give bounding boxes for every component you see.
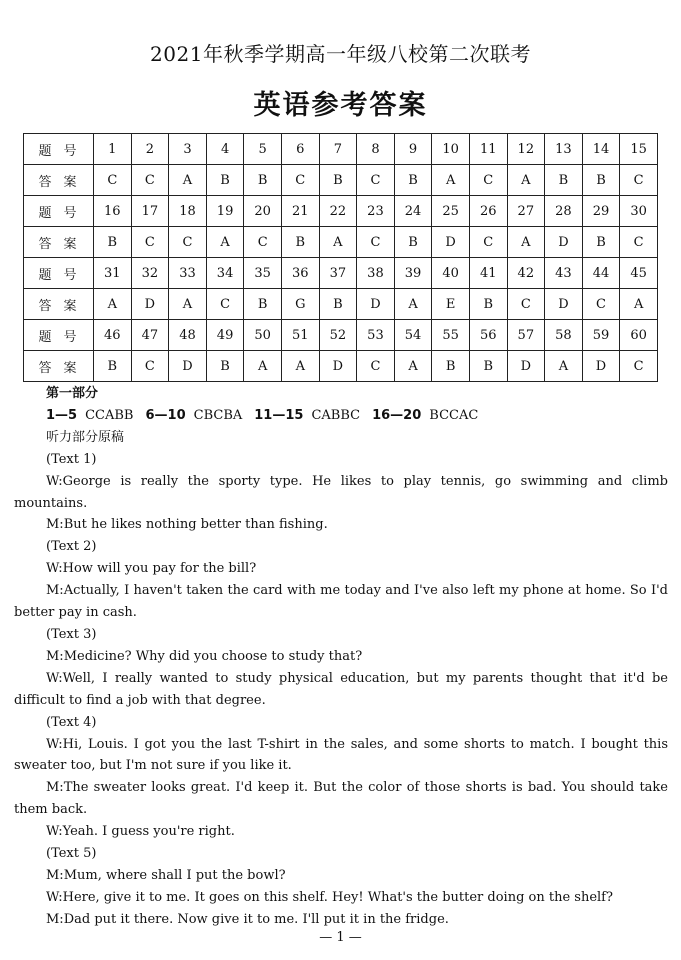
answer-cell: D xyxy=(507,351,545,382)
answer-row xyxy=(24,165,658,196)
question-number-cell: 39 xyxy=(394,258,432,289)
row-label-answer: 答案 xyxy=(24,227,94,258)
question-number-cell: 38 xyxy=(357,258,395,289)
dialogue-line: W:Here, give it to me. It goes on this shelf. Hey! What's the butter doing on the shelf? xyxy=(46,889,613,905)
answer-cell: B xyxy=(582,227,620,258)
question-number-cell: 22 xyxy=(319,196,357,227)
key-answers: BCCAC xyxy=(429,407,479,423)
question-number-cell: 9 xyxy=(394,134,432,165)
question-number-cell: 59 xyxy=(582,320,620,351)
question-number-cell: 31 xyxy=(94,258,132,289)
question-number-cell: 7 xyxy=(319,134,357,165)
answer-row xyxy=(24,227,658,258)
key-group xyxy=(254,408,360,423)
answer-cell: C xyxy=(357,165,395,196)
dialogue-line: W:How will you pay for the bill? xyxy=(46,561,257,577)
row-label-answer: 答案 xyxy=(24,289,94,320)
answer-cell: C xyxy=(206,289,244,320)
question-number-cell: 3 xyxy=(169,134,207,165)
answer-cell: D xyxy=(357,289,395,320)
answer-cell: A xyxy=(507,165,545,196)
page-title: 英语参考答案 xyxy=(253,90,428,121)
answer-cell: D xyxy=(545,227,583,258)
question-number-cell: 4 xyxy=(206,134,244,165)
answer-table xyxy=(23,133,658,382)
answer-cell: A xyxy=(94,289,132,320)
question-number-cell: 54 xyxy=(394,320,432,351)
transcript-label: (Text 5) xyxy=(46,846,97,862)
question-number-cell: 10 xyxy=(432,134,470,165)
key-answers: CBCBA xyxy=(193,407,243,423)
answer-cell: A xyxy=(244,351,282,382)
question-number-row xyxy=(24,320,658,351)
question-number-cell: 33 xyxy=(169,258,207,289)
row-label-number: 题号 xyxy=(24,196,94,227)
answer-cell: E xyxy=(432,289,470,320)
transcript-label: (Text 4) xyxy=(46,714,97,730)
answer-cell: B xyxy=(469,351,507,382)
question-number-cell: 35 xyxy=(244,258,282,289)
key-group xyxy=(46,408,133,423)
answer-cell: C xyxy=(357,227,395,258)
question-number-cell: 2 xyxy=(131,134,169,165)
answer-cell: C xyxy=(582,289,620,320)
answer-cell: B xyxy=(469,289,507,320)
question-number-cell: 17 xyxy=(131,196,169,227)
key-range: 11—15 xyxy=(254,407,304,423)
answer-cell: B xyxy=(94,227,132,258)
question-number-cell: 5 xyxy=(244,134,282,165)
answer-cell: B xyxy=(432,351,470,382)
key-range: 16—20 xyxy=(372,407,422,423)
answer-cell: D xyxy=(319,351,357,382)
page-number: — 1 — xyxy=(319,930,362,945)
question-number-cell: 23 xyxy=(357,196,395,227)
answer-cell: C xyxy=(131,227,169,258)
question-number-cell: 27 xyxy=(507,196,545,227)
dialogue-line: W:Yeah. I guess you're right. xyxy=(46,824,235,840)
answer-key-line xyxy=(14,405,668,427)
question-number-cell: 46 xyxy=(94,320,132,351)
answer-cell: B xyxy=(319,165,357,196)
transcript-label: (Text 3) xyxy=(46,626,97,642)
question-number-cell: 48 xyxy=(169,320,207,351)
key-group xyxy=(372,408,478,423)
answer-cell: A xyxy=(394,289,432,320)
question-number-cell: 24 xyxy=(394,196,432,227)
question-number-cell: 32 xyxy=(131,258,169,289)
answer-cell: B xyxy=(394,165,432,196)
question-number-cell: 18 xyxy=(169,196,207,227)
question-number-cell: 1 xyxy=(94,134,132,165)
answer-cell: B xyxy=(545,165,583,196)
answer-cell: D xyxy=(131,289,169,320)
key-range: 1—5 xyxy=(46,407,78,423)
answer-cell: C xyxy=(169,227,207,258)
dialogue-line: W:Hi, Louis. I got you the last T-shirt in the sales, and some shorts to match. I bought this sweater too, but I'm not sure if you like it. xyxy=(14,736,668,774)
question-number-cell: 15 xyxy=(620,134,658,165)
answer-cell: C xyxy=(620,227,658,258)
answer-cell: C xyxy=(94,165,132,196)
dialogue-line: M:The sweater looks great. I'd keep it. But the color of those shorts is bad. You should take them back. xyxy=(14,780,668,818)
question-number-cell: 42 xyxy=(507,258,545,289)
question-number-row xyxy=(24,134,658,165)
key-range: 6—10 xyxy=(145,407,186,423)
question-number-cell: 50 xyxy=(244,320,282,351)
dialogue-line: M:Dad put it there. Now give it to me. I'll put it in the fridge. xyxy=(46,911,449,927)
answer-cell: A xyxy=(545,351,583,382)
dialogue-line: W:George is really the sporty type. He likes to play tennis, go swimming and climb mountains. xyxy=(14,473,668,511)
question-number-row xyxy=(24,196,658,227)
question-number-cell: 51 xyxy=(281,320,319,351)
answer-cell: B xyxy=(206,351,244,382)
question-number-cell: 16 xyxy=(94,196,132,227)
dialogue-line: M:Mum, where shall I put the bowl? xyxy=(46,867,286,883)
answer-cell: C xyxy=(620,351,658,382)
question-number-cell: 45 xyxy=(620,258,658,289)
question-number-cell: 57 xyxy=(507,320,545,351)
question-number-cell: 12 xyxy=(507,134,545,165)
answer-cell: C xyxy=(281,165,319,196)
answer-cell: B xyxy=(582,165,620,196)
question-number-cell: 52 xyxy=(319,320,357,351)
question-number-cell: 28 xyxy=(545,196,583,227)
transcript-label: (Text 2) xyxy=(46,539,97,555)
row-label-number: 题号 xyxy=(24,134,94,165)
question-number-cell: 56 xyxy=(469,320,507,351)
answer-cell: B xyxy=(94,351,132,382)
dialogue-line: M:Medicine? Why did you choose to study that? xyxy=(46,648,363,664)
transcript xyxy=(14,449,668,931)
answer-cell: D xyxy=(432,227,470,258)
question-number-cell: 19 xyxy=(206,196,244,227)
question-number-cell: 55 xyxy=(432,320,470,351)
answer-row xyxy=(24,289,658,320)
question-number-row xyxy=(24,258,658,289)
answer-cell: C xyxy=(131,351,169,382)
answer-cell: C xyxy=(131,165,169,196)
section-heading: 第一部分 xyxy=(46,386,99,401)
question-number-cell: 8 xyxy=(357,134,395,165)
transcript-label: (Text 1) xyxy=(46,451,97,467)
answer-cell: B xyxy=(244,165,282,196)
question-number-cell: 41 xyxy=(469,258,507,289)
answer-cell: A xyxy=(394,351,432,382)
question-number-cell: 53 xyxy=(357,320,395,351)
row-label-answer: 答案 xyxy=(24,351,94,382)
row-label-number: 题号 xyxy=(24,258,94,289)
question-number-cell: 47 xyxy=(131,320,169,351)
answer-cell: B xyxy=(244,289,282,320)
answer-cell: A xyxy=(281,351,319,382)
question-number-cell: 29 xyxy=(582,196,620,227)
answer-cell: C xyxy=(507,289,545,320)
question-number-cell: 36 xyxy=(281,258,319,289)
question-number-cell: 37 xyxy=(319,258,357,289)
question-number-cell: 14 xyxy=(582,134,620,165)
row-label-number: 题号 xyxy=(24,320,94,351)
answer-cell: A xyxy=(620,289,658,320)
question-number-cell: 60 xyxy=(620,320,658,351)
answer-row xyxy=(24,351,658,382)
key-group xyxy=(145,408,242,423)
document-body xyxy=(14,383,668,931)
answer-cell: B xyxy=(206,165,244,196)
answer-cell: A xyxy=(319,227,357,258)
question-number-cell: 34 xyxy=(206,258,244,289)
answer-cell: C xyxy=(469,165,507,196)
answer-cell: D xyxy=(545,289,583,320)
question-number-cell: 30 xyxy=(620,196,658,227)
answer-cell: C xyxy=(469,227,507,258)
exam-title: 2021年秋季学期高一年级八校第二次联考 xyxy=(150,42,531,66)
question-number-cell: 6 xyxy=(281,134,319,165)
question-number-cell: 20 xyxy=(244,196,282,227)
answer-cell: D xyxy=(582,351,620,382)
answer-cell: A xyxy=(169,289,207,320)
dialogue-line: M:But he likes nothing better than fishing. xyxy=(46,517,328,533)
answer-cell: C xyxy=(357,351,395,382)
key-answers: CCABB xyxy=(85,407,134,423)
dialogue-line: M:Actually, I haven't taken the card with me today and I've also left my phone at home. So I'd better pay in cash. xyxy=(14,583,668,621)
answer-cell: A xyxy=(169,165,207,196)
row-label-answer: 答案 xyxy=(24,165,94,196)
answer-cell: B xyxy=(394,227,432,258)
dialogue-line: W:Well, I really wanted to study physical education, but my parents thought that it'd be difficult to find a job with that degree. xyxy=(14,670,668,708)
question-number-cell: 11 xyxy=(469,134,507,165)
script-heading: 听力部分原稿 xyxy=(46,429,125,445)
answer-cell: A xyxy=(206,227,244,258)
answer-cell: D xyxy=(169,351,207,382)
question-number-cell: 40 xyxy=(432,258,470,289)
answer-cell: B xyxy=(319,289,357,320)
key-answers: CABBC xyxy=(311,407,361,423)
question-number-cell: 26 xyxy=(469,196,507,227)
question-number-cell: 44 xyxy=(582,258,620,289)
question-number-cell: 49 xyxy=(206,320,244,351)
question-number-cell: 13 xyxy=(545,134,583,165)
answer-cell: A xyxy=(507,227,545,258)
question-number-cell: 43 xyxy=(545,258,583,289)
question-number-cell: 21 xyxy=(281,196,319,227)
answer-cell: C xyxy=(244,227,282,258)
answer-cell: B xyxy=(281,227,319,258)
question-number-cell: 25 xyxy=(432,196,470,227)
answer-cell: G xyxy=(281,289,319,320)
question-number-cell: 58 xyxy=(545,320,583,351)
answer-cell: C xyxy=(620,165,658,196)
answer-cell: A xyxy=(432,165,470,196)
